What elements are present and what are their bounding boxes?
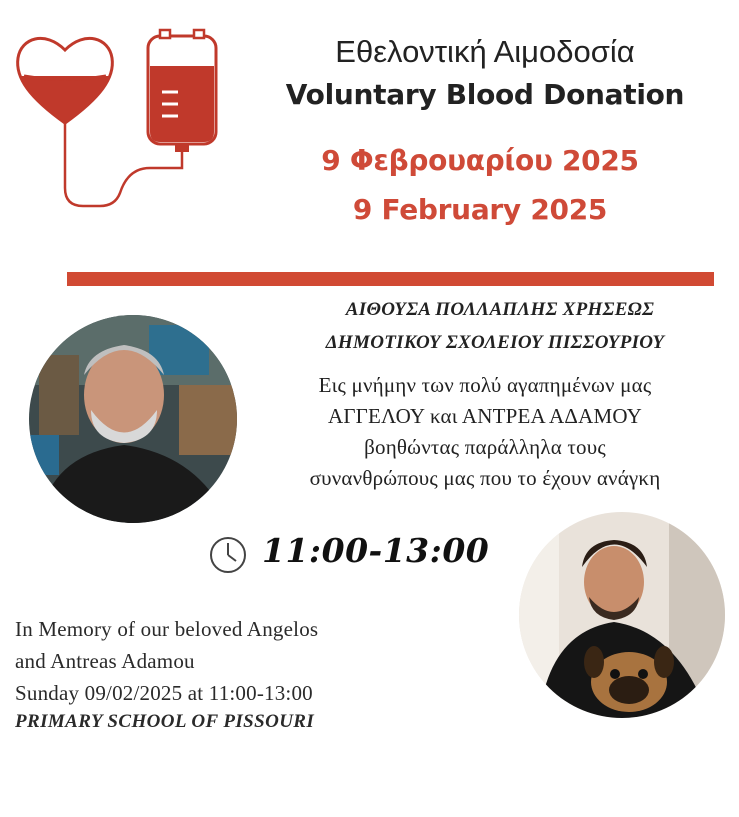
- clock-icon: [208, 535, 248, 575]
- venue-line-2: ΔΗΜΟΤΙΚΟΥ ΣΧΟΛΕΙΟΥ ΠΙΣΣΟΥΡΙΟΥ: [325, 332, 665, 353]
- venue-line-1: ΑΙΘΟΥΣΑ ΠΟΛΛΑΠΛΗΣ ΧΡΗΣΕΩΣ: [345, 299, 655, 320]
- memorial-english-line-1: In Memory of our beloved Angelos: [15, 617, 319, 641]
- memorial-greek-line-3: βοηθώντας παράλληλα τους: [364, 435, 606, 459]
- memorial-greek-line-4: συνανθρώπους μας που το έχουν ανάγκη: [309, 466, 661, 490]
- date-greek: 9 Φεβρουαρίου 2025: [321, 144, 639, 177]
- event-time: 11:00-13:00: [262, 531, 490, 570]
- title-english: Voluntary Blood Donation: [285, 78, 685, 111]
- portrait-photo-1: [29, 315, 237, 523]
- date-english: 9 February 2025: [352, 193, 608, 226]
- memorial-english-line-2: and Antreas Adamou: [15, 649, 195, 673]
- memorial-english-line-4: PRIMARY SCHOOL OF PISSOURI: [15, 711, 315, 732]
- divider-bar: [67, 272, 714, 286]
- memorial-greek-line-1: Εις μνήμην των πολύ αγαπημένων μας: [318, 373, 652, 397]
- blood-donation-icon: [10, 28, 230, 213]
- portrait-photo-2: [519, 512, 725, 718]
- memorial-english-line-3: Sunday 09/02/2025 at 11:00-13:00: [15, 681, 313, 705]
- title-greek: Εθελοντική Αιμοδοσία: [335, 34, 635, 69]
- memorial-greek-line-2: ΑΓΓΕΛΟΥ και ΑΝΤΡΕΑ ΑΔΑΜΟΥ: [327, 404, 643, 428]
